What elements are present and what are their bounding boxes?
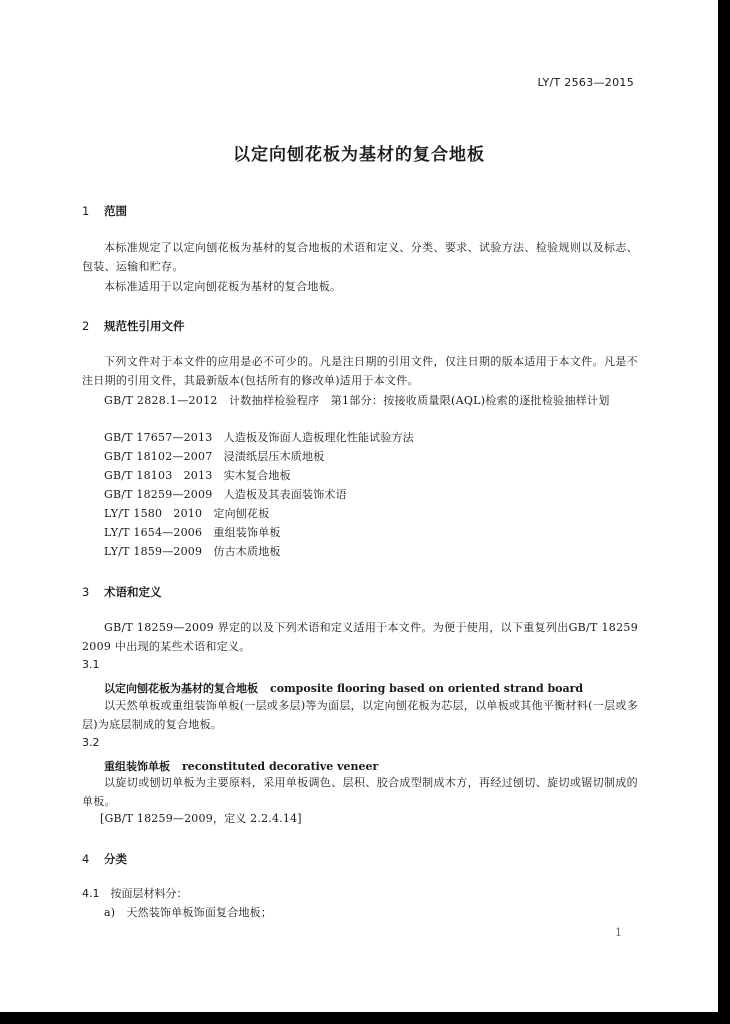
section-1-heading: [82, 203, 127, 219]
term-3-2-definition: 以旋切或刨切单板为主要原料，采用单板调色、层积、胶合成型制成木方，再经过刨切、旋切或锯切制成的单板。: [82, 776, 638, 808]
page-number: 1: [615, 926, 622, 939]
clause-4-1: 4.1 按面层材料分：: [82, 887, 188, 900]
terms-intro: GB/T 18259—2009 界定的以及下列术语和定义适用于本文件。为便于使用，以下重复列出GB/T 18259 2009 中出现的某些术语和定义。: [82, 621, 650, 653]
term-3-2-number: 3.2: [82, 736, 100, 749]
term-chinese: 重组装饰单板: [104, 760, 170, 773]
reference-item-first: GB/T 2828.1—2012 计数抽样检验程序 第1部分：按接收质量限(AQL)检索的逐批检验抽样计划: [104, 394, 610, 407]
section-number: 2: [82, 319, 90, 333]
term-english: composite flooring based on oriented strand board: [270, 682, 584, 695]
section-title: 分类: [104, 852, 127, 866]
section-title: 规范性引用文件: [104, 319, 185, 333]
page-edge-bottom: [0, 1012, 730, 1024]
reference-item: GB/T 17657—2013 人造板及饰面人造板理化性能试验方法: [104, 431, 414, 444]
page-edge-right: [718, 0, 730, 1024]
reference-item: LY/T 1859—2009 仿古木质地板: [104, 545, 281, 558]
section-number: 4: [82, 852, 90, 866]
scope-paragraph-1: 本标准规定了以定向刨花板为基材的复合地板的术语和定义、分类、要求、试验方法、检验规则以及标志、包装、运输和贮存。: [82, 241, 638, 273]
clause-4-1-a: a) 天然装饰单板饰面复合地板；: [104, 906, 273, 919]
term-3-2-source: [GB/T 18259—2009，定义 2.2.4.14]: [100, 812, 302, 825]
section-title: 范围: [104, 204, 127, 218]
section-title: 术语和定义: [104, 585, 162, 599]
section-2-heading: [82, 318, 185, 334]
document-title: 以定向刨花板为基材的复合地板: [233, 145, 485, 165]
reference-item: LY/T 1654—2006 重组装饰单板: [104, 526, 281, 539]
section-number: 3: [82, 585, 90, 599]
standard-number: LY/T 2563—2015: [537, 76, 634, 89]
term-3-1-number: 3.1: [82, 658, 100, 671]
references-intro: 下列文件对于本文件的应用是必不可少的。凡是注日期的引用文件，仅注日期的版本适用于本文件。凡是不注日期的引用文件，其最新版本(包括所有的修改单)适用于本文件。: [82, 355, 638, 387]
section-3-heading: [82, 584, 162, 600]
term-chinese: 以定向刨花板为基材的复合地板: [104, 682, 258, 695]
reference-item: GB/T 18103 2013 实木复合地板: [104, 469, 291, 482]
reference-item: GB/T 18259—2009 人造板及其表面装饰术语: [104, 488, 347, 501]
term-3-1-definition: 以天然单板或重组装饰单板(一层或多层)等为面层，以定向刨花板为芯层，以单板或其他平衡材料(一层或多层)为底层制成的复合地板。: [82, 699, 638, 731]
scope-paragraph-2: 本标准适用于以定向刨花板为基材的复合地板。: [104, 280, 342, 293]
term-3-1-heading: [104, 677, 583, 696]
reference-item: GB/T 18102—2007 浸渍纸层压木质地板: [104, 450, 325, 463]
term-english: reconstituted decorative veneer: [182, 760, 379, 773]
reference-item: LY/T 1580 2010 定向刨花板: [104, 507, 270, 520]
section-number: 1: [82, 204, 90, 218]
section-4-heading: [82, 851, 127, 867]
term-3-2-heading: [104, 755, 378, 774]
